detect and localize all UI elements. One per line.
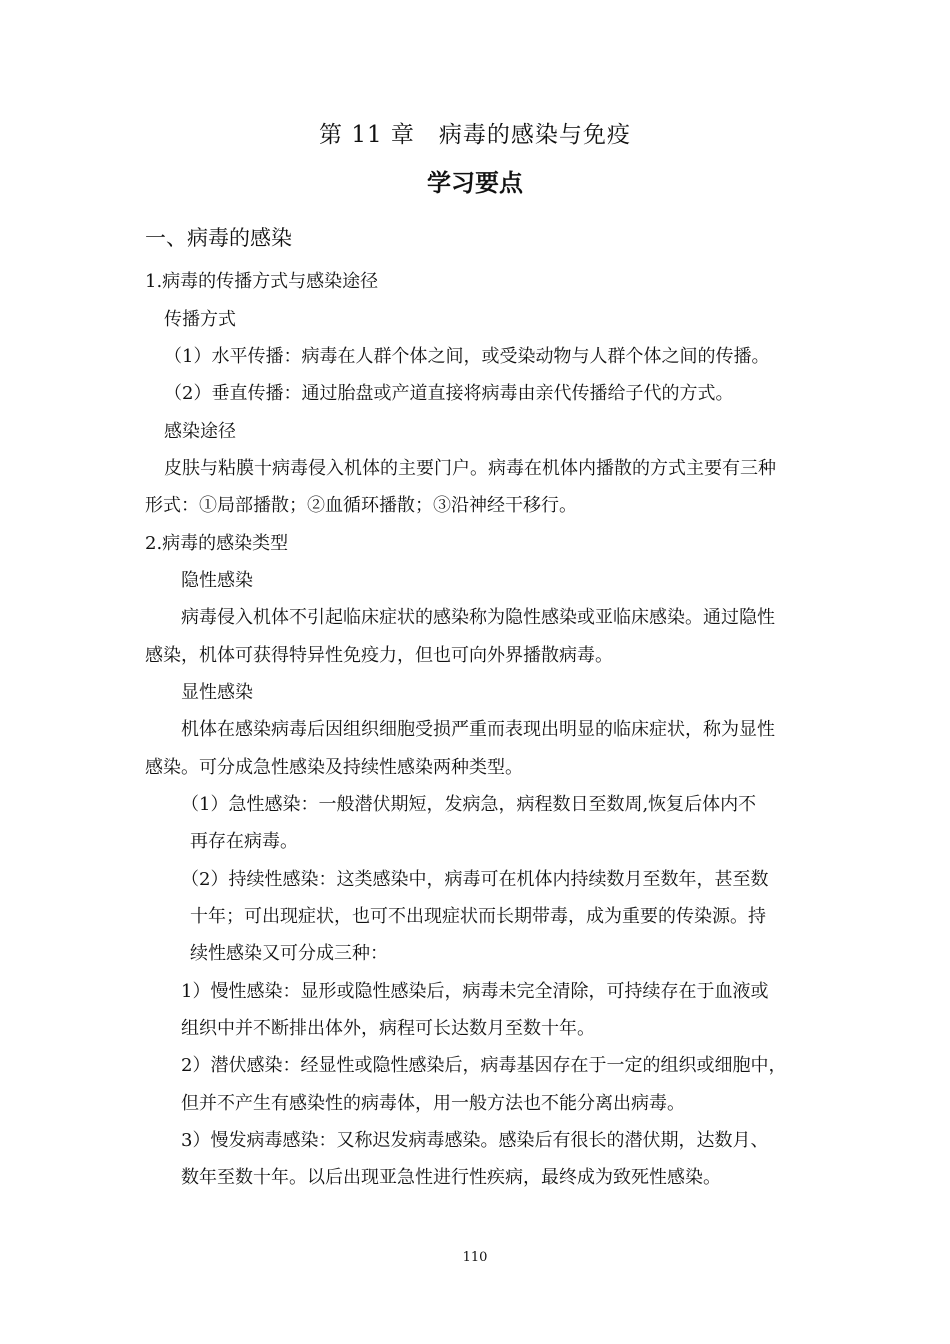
paragraph-route-1: 皮肤与粘膜十病毒侵入机体的主要门户。病毒在机体内播散的方式主要有三种 <box>164 458 776 479</box>
paragraph-acute-2: 再存在病毒。 <box>190 831 298 852</box>
label-apparent: 显性感染 <box>181 682 253 703</box>
paragraph-latent-2: 但并不产生有感染性的病毒体，用一般方法也不能分离出病毒。 <box>181 1093 685 1114</box>
paragraph-chronic-2: 组织中并不断排出体外，病程可长达数月至数十年。 <box>181 1018 595 1039</box>
paragraph-acute-1: （1）急性感染：一般潜伏期短，发病急，病程数日至数周,恢复后体内不 <box>181 794 757 815</box>
subheading-transmission: 1.病毒的传播方式与感染途径 <box>145 271 379 292</box>
label-infection-route: 感染途径 <box>164 421 236 442</box>
heading-virus-infection: 一、病毒的感染 <box>145 226 292 250</box>
subheading-infection-types: 2.病毒的感染类型 <box>145 533 289 554</box>
paragraph-slow-2: 数年至数十年。以后出现亚急性进行性疾病，最终成为致死性感染。 <box>181 1167 721 1188</box>
chapter-title: 第 11 章 病毒的感染与免疫 <box>319 122 631 148</box>
paragraph-apparent-1: 机体在感染病毒后因组织细胞受损严重而表现出明显的临床症状，称为显性 <box>181 719 775 740</box>
page-number: 110 <box>462 1250 488 1265</box>
paragraph-inapparent-1: 病毒侵入机体不引起临床症状的感染称为隐性感染或亚临床感染。通过隐性 <box>181 607 775 628</box>
paragraph-persistent-1: （2）持续性感染：这类感染中，病毒可在机体内持续数月至数年，甚至数 <box>181 869 769 890</box>
paragraph-vertical: （2）垂直传播：通过胎盘或产道直接将病毒由亲代传播给子代的方式。 <box>164 383 734 404</box>
paragraph-slow-1: 3）慢发病毒感染：又称迟发病毒感染。感染后有很长的潜伏期，达数月、 <box>181 1130 769 1151</box>
paragraph-persistent-2: 十年；可出现症状，也可不出现症状而长期带毒，成为重要的传染源。持 <box>190 906 766 927</box>
section-title: 学习要点 <box>427 169 523 197</box>
paragraph-chronic-1: 1）慢性感染：显形或隐性感染后，病毒未完全清除，可持续存在于血液或 <box>181 981 769 1002</box>
paragraph-latent-1: 2）潜伏感染：经显性或隐性感染后，病毒基因存在于一定的组织或细胞中， <box>181 1055 787 1076</box>
paragraph-horizontal: （1）水平传播：病毒在人群个体之间，或受染动物与人群个体之间的传播。 <box>164 346 770 367</box>
paragraph-persistent-3: 续性感染又可分成三种： <box>190 943 388 964</box>
label-inapparent: 隐性感染 <box>181 570 253 591</box>
label-transmission-mode: 传播方式 <box>164 309 236 330</box>
paragraph-inapparent-2: 感染，机体可获得特异性免疫力，但也可向外界播散病毒。 <box>145 645 613 666</box>
paragraph-route-2: 形式：①局部播散；②血循环播散；③沿神经干移行。 <box>145 495 577 516</box>
paragraph-apparent-2: 感染。可分成急性感染及持续性感染两种类型。 <box>145 757 523 778</box>
